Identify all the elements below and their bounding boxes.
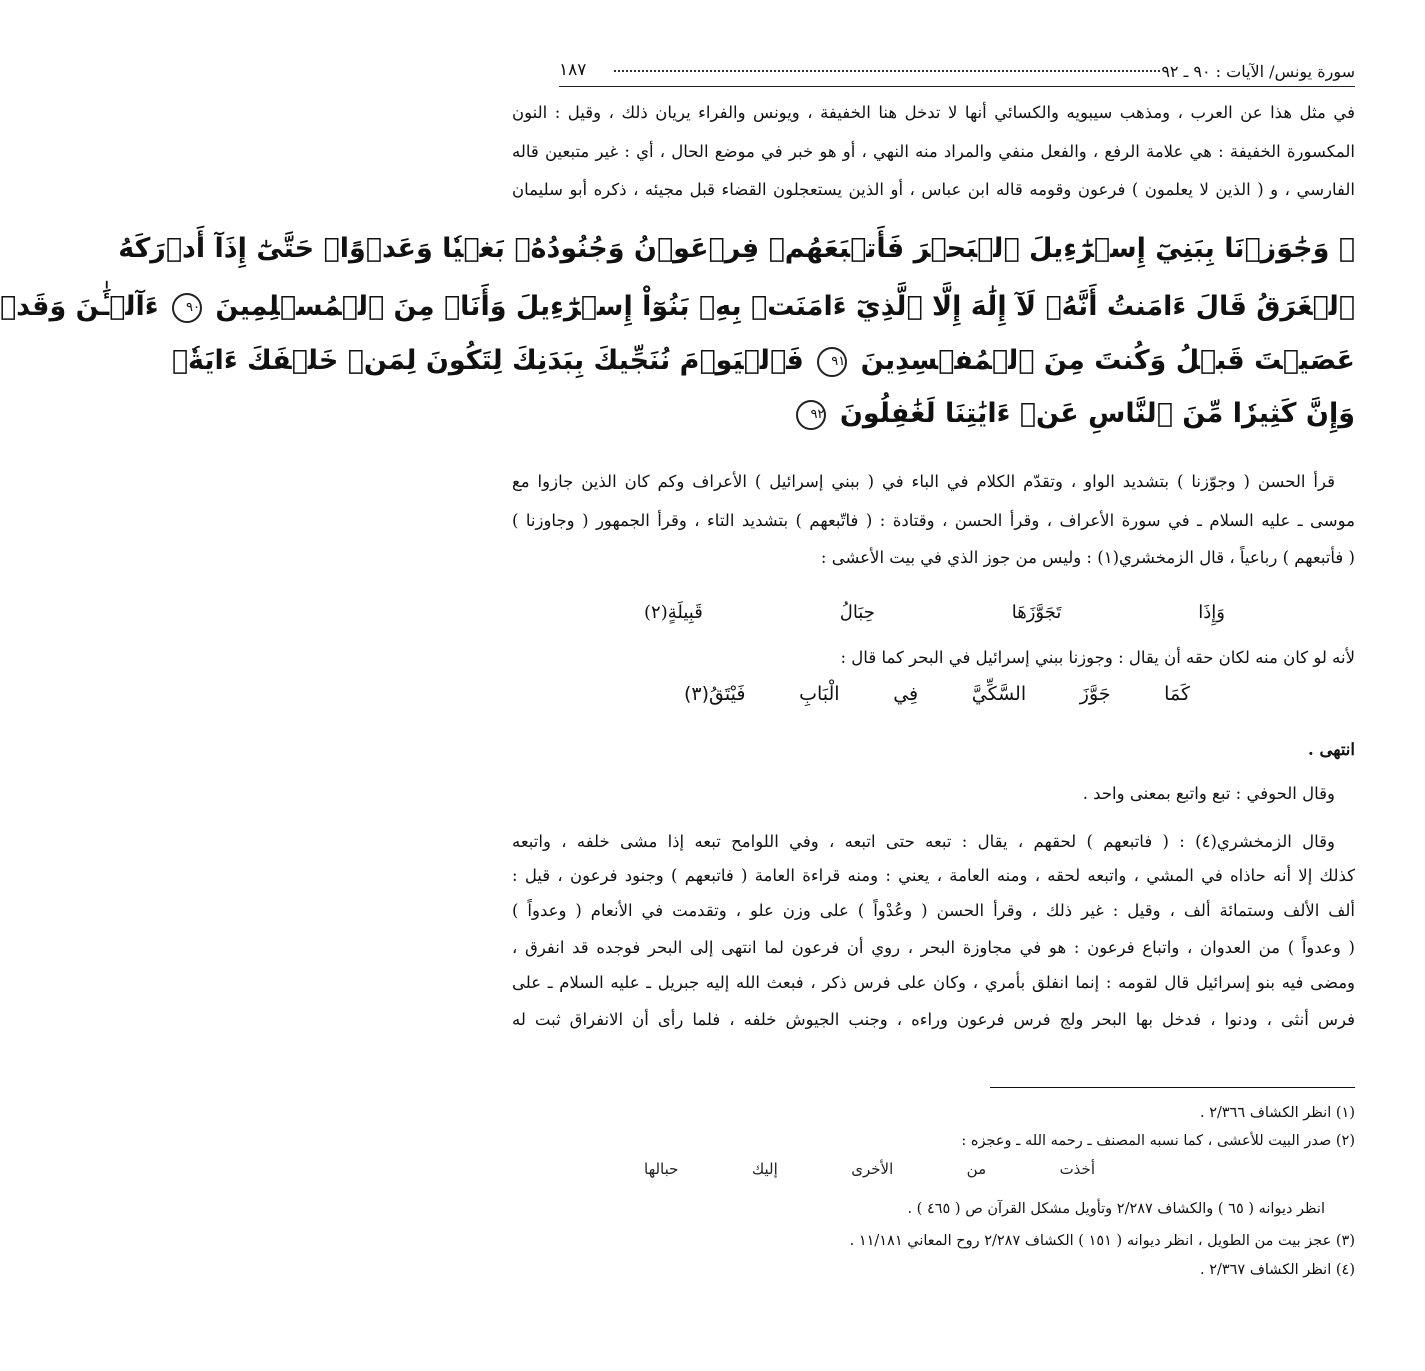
verse-word: كَمَا — [1164, 683, 1190, 705]
page-header — [559, 52, 1355, 87]
text-line: موسى ـ عليه السلام ـ في سورة الأعراف ، وقرأ الحسن ، وقتادة : ( فاتّبعهم ) بتشديد التاء ، وقرأ الجمهور ( وجاوزنا ) — [512, 511, 1355, 530]
verse-word: وَإِذَا — [1198, 602, 1225, 623]
text-line: ( وعدواً ) من العدوان ، واتباع فرعون : هو في مجاوزة البحر ، روي أن فرعون لما انتهى إلى البحر فوجده قد انفرق ، — [512, 938, 1355, 957]
quran-text: ءَآلۡـَٰٔنَ وَقَدۡ — [0, 291, 159, 322]
footnote: (٤) انظر الكشاف ٢/٣٦٧ . — [1199, 1262, 1355, 1278]
page-number: ١٨٧ — [559, 60, 587, 80]
text-line: وقال الحوفي : تبع واتبع بمعنى واحد . — [1082, 784, 1335, 803]
verse-word: فِي — [893, 683, 919, 705]
text-line: ( فأتبعهم ) رباعياً ، قال الزمخشري(١) : وليس من جوز الذي في بيت الأعشى : — [820, 548, 1355, 567]
header-dotted-leader — [614, 70, 1160, 72]
footnote: (٢) صدر البيت للأعشى ، كما نسبه المصنف ـ رحمه الله ـ وعجزه : — [961, 1133, 1355, 1149]
verse-word: الْبَابِ — [799, 683, 840, 705]
text-line: انتهى . — [1307, 740, 1355, 759]
quran-verse-line: ۞ وَجَٰوَزۡنَا بِبَنِيٓ إِسۡرَٰٓءِيلَ ٱلۡبَحۡرَ فَأَتۡبَعَهُمۡ فِرۡعَوۡنُ وَجُنُودُهُۥ بَغۡيٗا وَعَدۡوًاۖ حَتَّىٰٓ إِذَآ أَدۡرَكَهُ — [118, 233, 1355, 264]
text-line: قرأ الحسن ( وجوّزنا ) بتشديد الواو ، وتقدّم الكلام في الباء في ( ببني إسرائيل ) الأعراف وكم كان الذين جازوا مع — [512, 472, 1335, 491]
footnote: (٣) عجز بيت من الطويل ، انظر ديوانه ( ١٥١ ) الكشاف ٢/٢٨٧ روح المعاني ١١/١٨١ . — [849, 1233, 1355, 1249]
verse-word: الأخرى — [851, 1160, 894, 1178]
text-line: المكسورة الخفيفة : هي علامة الرفع ، والفعل منفي والمراد منه النهي ، أو هو خبر في موضع الحال ، أي : غير متبعين قاله — [512, 142, 1355, 161]
quran-verse-line — [512, 398, 1355, 430]
text-line: وقال الزمخشري(٤) : ( فاتبعهم ) لحقهم ، يقال : تبعه حتى اتبعه ، وفي اللوامح تبعه إذا مشى خلفه ، واتبعه — [512, 832, 1335, 851]
quran-text: وَإِنَّ كَثِيرٗا مِّنَ ٱلنَّاسِ عَنۡ ءَايَٰتِنَا لَغَٰفِلُونَ — [839, 398, 1355, 429]
poetry-verse — [684, 683, 1190, 705]
text-line: ألف الألف وستمائة ألف ، وقيل : غير ذلك ، وقرأ الحسن ( وعُدْواً ) على وزن علو ، وتقدمت في الأنعام ( وعدواً ) — [512, 901, 1355, 920]
text-line: ومضى فيه بنو إسرائيل قال لقومه : إنما انفلق بأمري ، وكان على فرس ذكر ، فبعث الله إليه جبريل ـ عليه السلام ـ على — [512, 973, 1355, 992]
verse-number-marker: ٩٠ — [172, 293, 202, 323]
quran-verse-line — [171, 345, 1355, 377]
quran-verse-line — [0, 291, 1355, 323]
footnote: انظر ديوانه ( ٦٥ ) والكشاف ٢/٢٨٧ وتأويل مشكل القرآن ص ( ٤٦٥ ) . — [907, 1201, 1325, 1217]
verse-word: فَيْتَقُ(٣) — [684, 683, 746, 705]
verse-word: إليك — [751, 1160, 778, 1178]
quran-text: فَٱلۡيَوۡمَ نُنَجِّيكَ بِبَدَنِكَ لِتَكُونَ لِمَنۡ خَلۡفَكَ ءَايَةٗۚ — [171, 345, 804, 376]
verse-word: أخذت — [1059, 1160, 1095, 1178]
verse-number-marker: ٩١ — [817, 347, 847, 377]
poetry-verse — [644, 602, 1225, 623]
text-line: كذلك إلا أنه حاذاه في المشي ، واتبعه لحقه ، ومنه العامة ، يعني : ومنه قراءة العامة ( فاتبعهم ) وجنود فرعون ، قيل : — [512, 866, 1355, 885]
verse-word: حِبَالُ — [839, 602, 875, 623]
footnote-verse — [644, 1160, 1095, 1178]
verse-word: قَبِيلَةٍ(٢) — [644, 602, 703, 623]
verse-word: جَوَّزَ — [1079, 683, 1111, 705]
quran-text: عَصَيۡتَ قَبۡلُ وَكُنتَ مِنَ ٱلۡمُفۡسِدِينَ — [860, 345, 1355, 376]
verse-word: السَّكِّيَّ — [971, 683, 1027, 705]
text-line: لأنه لو كان منه لكان حقه أن يقال : وجوزنا ببني إسرائيل في البحر كما قال : — [840, 648, 1355, 667]
verse-number-marker: ٩٢ — [796, 400, 826, 430]
verse-word: حبالها — [644, 1160, 679, 1178]
footnote: (١) انظر الكشاف ٢/٣٦٦ . — [1199, 1105, 1355, 1121]
text-line: الفارسي ، و ( الذين لا يعلمون ) فرعون وقومه قاله ابن عباس ، أو الذين يستعجلون القضاء قبل مجيئه ، ذكره أبو سليمان — [512, 180, 1355, 199]
running-header-surah: سورة يونس/ الآيات : ٩٠ ـ ٩٢ — [1161, 62, 1355, 81]
verse-word: تَجَوَّزَهَا — [1011, 602, 1062, 623]
quran-text: ٱلۡغَرَقُ قَالَ ءَامَنتُ أَنَّهُۥ لَآ إِلَٰهَ إِلَّا ٱلَّذِيٓ ءَامَنَتۡ بِهِۦ بَنُوٓاْ إِسۡرَٰٓءِيلَ وَأَنَا۠ مِنَ ٱلۡمُسۡلِمِينَ — [215, 291, 1355, 322]
verse-word: من — [966, 1160, 987, 1178]
text-line: في مثل هذا عن العرب ، ومذهب سيبويه والكسائي أنها لا تدخل هنا الخفيفة ، ويونس والفراء يريان ذلك ، وقيل : النون — [512, 103, 1355, 122]
footnote-divider — [990, 1087, 1355, 1088]
text-line: فرس أنثى ، ودنوا ، فدخل بها البحر ولج فرس فرعون وراءه ، وجنب الجيوش خلفه ، فلما رأى أن الانفراق ثبت له — [512, 1010, 1355, 1029]
